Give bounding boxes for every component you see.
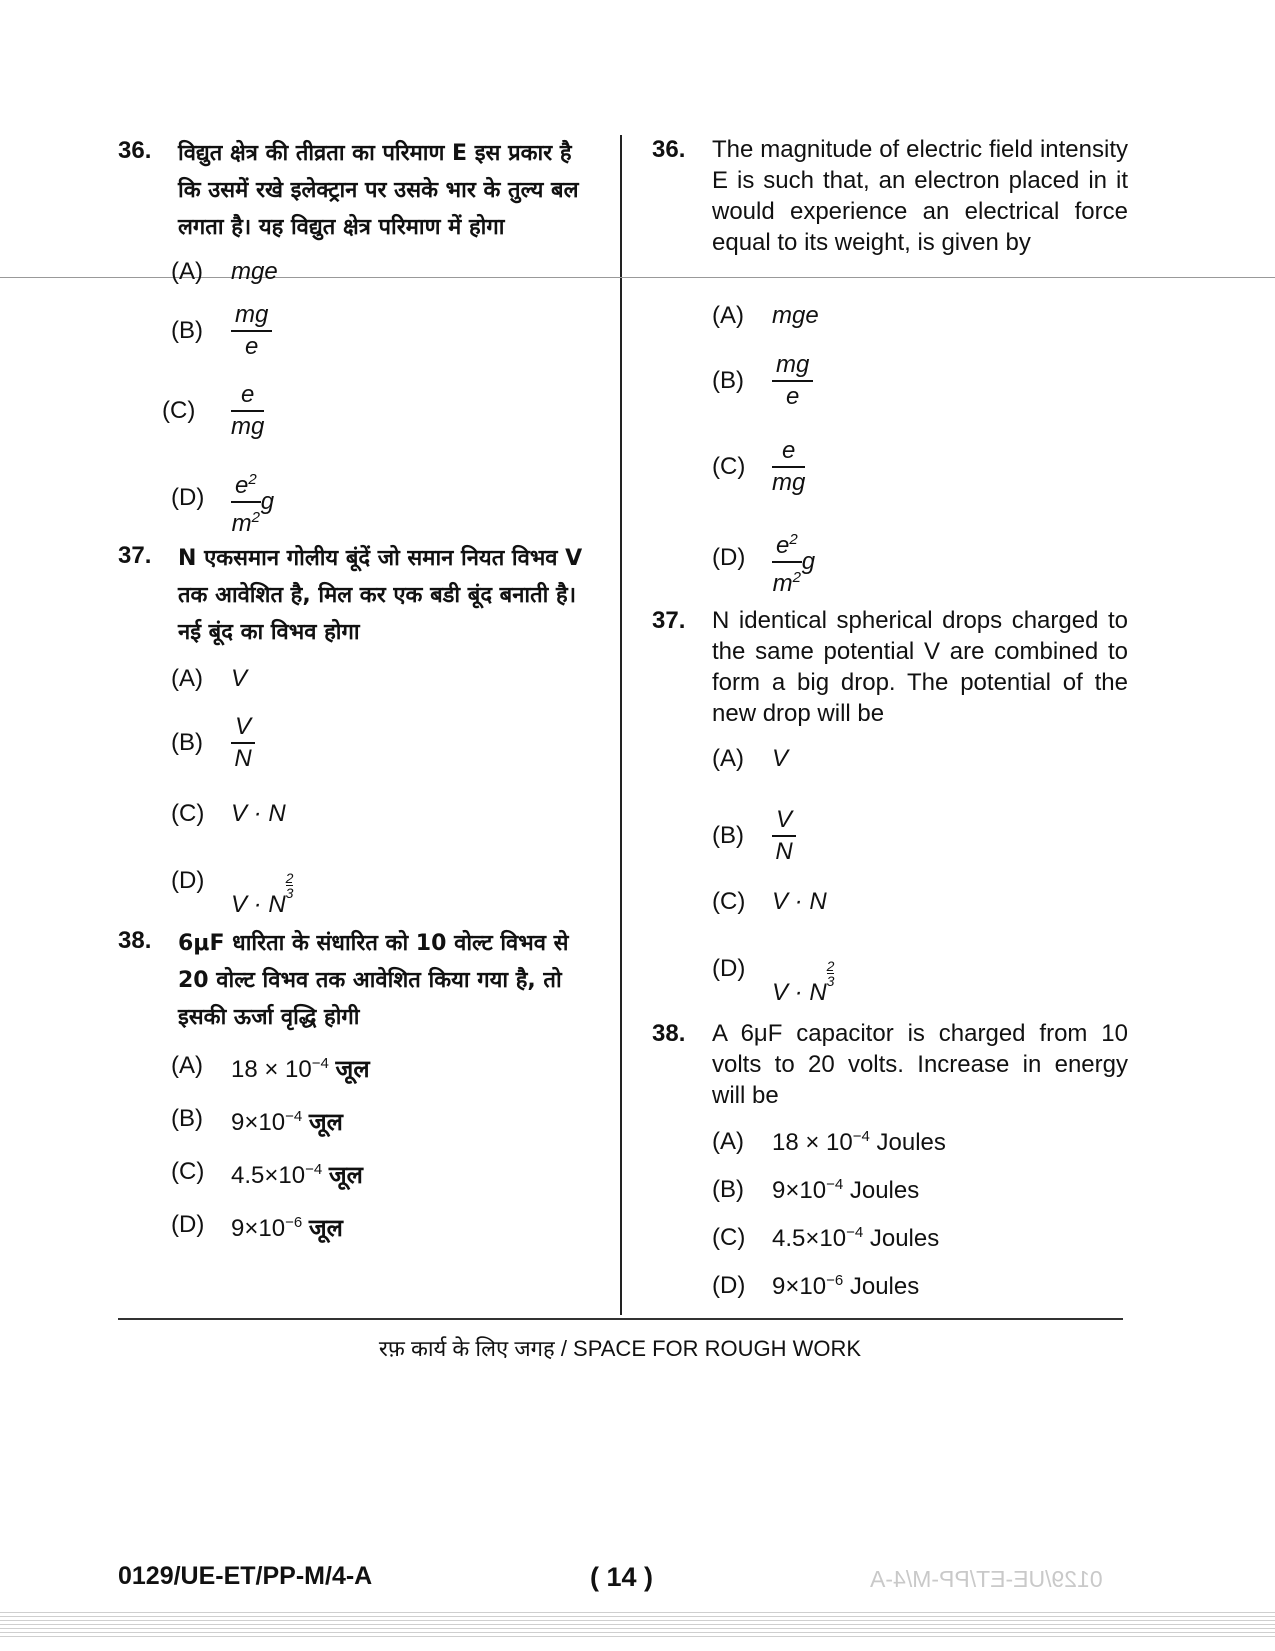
page-number: ( 14 ) <box>590 1562 654 1592</box>
option-value: V · N $\frac{2}{3}$ <box>772 958 835 1006</box>
question-36-english <box>652 134 1128 289</box>
option-value: $9\times 10^{-4}$ जूल <box>231 1108 343 1136</box>
option-value: V <box>231 665 248 692</box>
question-text: N एकसमान गोलीय बूंदें जो समान नियत विभव V तक आवेशित है, मिल कर एक बडी बूंद बनाती है। नई बूंद का विभव होगा <box>178 546 583 645</box>
option-label: (D) <box>171 867 205 894</box>
fraction: $\frac{mg}{e}$ <box>231 300 272 362</box>
option-value <box>772 436 805 498</box>
option-value: mge <box>772 302 819 329</box>
option-value: $18 \times 10^{-4}$ Joules <box>772 1128 946 1156</box>
option-label: (D) <box>171 484 205 511</box>
question-text: The magnitude of electric field intensity E is such that, an electron placed in it would experience an electrical force equal to its weight, is given by <box>712 136 1128 256</box>
option-label: (C) <box>712 1224 746 1251</box>
option-label: (B) <box>712 822 744 849</box>
option-label: (D) <box>171 1211 205 1238</box>
fraction: $\frac{V}{N}$ <box>231 712 255 774</box>
column-divider <box>620 135 622 1315</box>
option-label: (A) <box>171 258 203 285</box>
option-label: (A) <box>712 1128 744 1155</box>
question-37-english <box>652 605 1128 730</box>
option-value: $\frac{e^2}{m^2}$ g <box>231 465 274 539</box>
option-value: V · N $\frac{2}{3}$ <box>231 870 294 918</box>
question-36-hindi <box>118 135 598 245</box>
question-text: विद्युत क्षेत्र की तीव्रता का परिमाण E इस प्रकार है कि उसमें रखे इलेक्ट्रान पर उसके भार के तुल्य बल लगता है। यह विद्युत क्षेत्र परिमाण में होगा <box>178 141 579 240</box>
option-value: $4.5\times 10^{-4}$ Joules <box>772 1224 940 1252</box>
fraction: $\frac{e^2}{m^2}$ <box>231 465 261 539</box>
option-label: (D) <box>712 544 746 571</box>
option-label: (D) <box>712 955 746 982</box>
option-label: (A) <box>171 665 203 692</box>
option-label: (A) <box>712 302 744 329</box>
fraction: $\frac{e^2}{m^2}$ <box>772 525 802 599</box>
option-label: (B) <box>712 1176 744 1203</box>
option-label: (D) <box>712 1272 746 1299</box>
question-number: 37. <box>652 607 686 634</box>
option-value <box>772 350 813 412</box>
option-label: (C) <box>712 888 746 915</box>
question-text: 6μF धारिता के संधारित को 10 वोल्ट विभव से 20 वोल्ट विभव तक आवेशित किया गया है, तो इसकी ऊर्जा वृद्धि होगी <box>178 931 569 1030</box>
option-label: (B) <box>171 317 203 344</box>
option-value <box>231 300 272 362</box>
fraction: $\frac{V}{N}$ <box>772 805 796 867</box>
option-value: $18 \times 10^{-4}$ जूल <box>231 1055 370 1083</box>
fraction: $\frac{e}{mg}$ <box>772 437 806 496</box>
option-value: V · N <box>231 800 286 827</box>
paper-code: 0129/UE-ET/PP-M/4-A <box>118 1562 373 1590</box>
question-38-hindi <box>118 925 598 1035</box>
option-label: (A) <box>171 1052 203 1079</box>
option-label: (C) <box>171 1158 205 1185</box>
fraction: $\frac{mg}{e}$ <box>772 350 813 412</box>
option-value <box>231 712 255 774</box>
option-value: $9\times 10^{-6}$ Joules <box>772 1272 920 1300</box>
question-number: 36. <box>652 136 686 163</box>
scan-edge-lines <box>0 1612 1275 1640</box>
option-value: mge <box>231 258 278 285</box>
option-value: $\frac{e^2}{m^2}$ g <box>772 525 815 599</box>
option-label: (B) <box>171 1105 203 1132</box>
option-label: (B) <box>712 367 744 394</box>
rough-work-label: रफ़ कार्य के लिए जगह / SPACE FOR ROUGH WORK <box>378 1336 862 1361</box>
show-through-text: 0129/UE-ET/PP-M/4-A <box>870 1566 1103 1592</box>
question-text: N identical spherical drops charged to the same potential V are combined to form a big drop. The potential of the new drop will be <box>712 607 1128 727</box>
fraction: $\frac{e}{mg}$ <box>231 381 265 440</box>
option-label: (C) <box>712 453 746 480</box>
option-value <box>772 805 796 867</box>
bottom-rule <box>118 1318 1123 1320</box>
question-number: 38. <box>118 927 152 954</box>
option-label: (A) <box>712 745 744 772</box>
option-label: (C) <box>162 397 196 424</box>
option-value: $9\times 10^{-6}$ जूल <box>231 1214 343 1242</box>
option-value: $4.5\times 10^{-4}$ जूल <box>231 1161 363 1189</box>
option-value: $9\times 10^{-4}$ Joules <box>772 1176 920 1204</box>
question-number: 37. <box>118 542 152 569</box>
option-value <box>231 380 264 442</box>
question-text: A 6μF capacitor is charged from 10 volts to 20 volts. Increase in energy will be <box>712 1020 1128 1109</box>
option-value: V <box>772 745 789 772</box>
question-number: 38. <box>652 1020 686 1047</box>
option-value: V · N <box>772 888 827 915</box>
option-label: (B) <box>171 729 203 756</box>
question-38-english <box>652 1018 1128 1113</box>
question-37-hindi <box>118 540 598 650</box>
question-number: 36. <box>118 137 152 164</box>
option-label: (C) <box>171 800 205 827</box>
